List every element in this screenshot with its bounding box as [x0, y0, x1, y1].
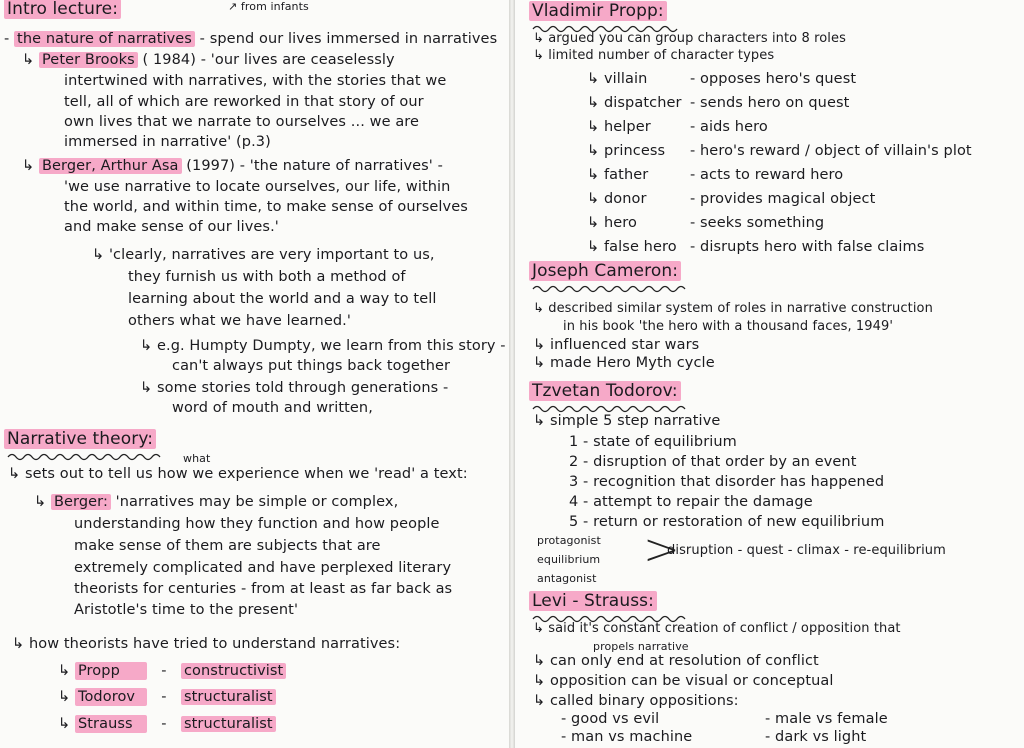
narrative-theory-heading: Narrative theory:	[4, 430, 156, 448]
berger-1997-line-4: and make sense of our lives.'	[64, 219, 279, 235]
berger-quote-line-1: ↳ Berger: 'narratives may be simple or complex,	[34, 494, 399, 510]
opposition-man-machine: - man vs machine	[561, 729, 693, 745]
propp-role-dispatcher: ↳ dispatcher - sends hero on quest	[587, 95, 850, 111]
humpty-line-1: ↳ e.g. Humpty Dumpty, we learn from this story -	[140, 338, 506, 354]
right-notebook-page	[515, 0, 1024, 748]
campbell-heading-underline	[531, 284, 691, 294]
campbell-line-3: ↳ influenced star wars	[533, 337, 700, 353]
brace-equilibrium: equilibrium	[537, 553, 601, 566]
stories-line-2: word of mouth and written,	[172, 400, 373, 416]
brace-antagonist: antagonist	[537, 572, 597, 585]
propp-role-princess: ↳ princess - hero's reward / object of villain's plot	[587, 143, 972, 159]
propp-role-donor: ↳ donor - provides magical object	[587, 191, 876, 207]
sets-out-line: ↳ sets out to tell us how we experience when we 'read' a text:	[8, 466, 468, 482]
berger-quote-line-5: theorists for centuries - from at least as far back as	[74, 581, 453, 597]
clearly-line-4: others what we have learned.'	[128, 313, 351, 329]
berger-1997-line-1: ↳ Berger, Arthur Asa (1997) - 'the nature of narratives' -	[22, 158, 443, 174]
from-infants-note: ↗ from infants	[228, 0, 309, 13]
todorov-heading: Tzvetan Todorov:	[529, 382, 681, 400]
theorist-row-strauss: ↳ Strauss - structuralist	[58, 715, 276, 733]
humpty-line-2: can't always put things back together	[172, 358, 451, 374]
campbell-line-4: ↳ made Hero Myth cycle	[533, 355, 715, 371]
campbell-heading: Joseph Cameron:	[529, 262, 681, 280]
clearly-line-1: ↳ 'clearly, narratives are very important to us,	[92, 247, 435, 263]
berger-quote-line-3: make sense of them are subjects that are	[74, 538, 381, 554]
propp-heading: Vladimir Propp:	[529, 2, 667, 20]
brooks-line-1: ↳ Peter Brooks ( 1984) - 'our lives are ceaselessly	[22, 52, 395, 68]
how-theorists-line: ↳ how theorists have tried to understand narratives:	[12, 636, 401, 652]
propp-role-father: ↳ father - acts to reward hero	[587, 167, 844, 183]
bracket-icon: >	[643, 524, 680, 575]
propp-role-helper: ↳ helper - aids hero	[587, 119, 768, 135]
levi-line-1: ↳ said it's constant creation of conflict / opposition that	[533, 621, 901, 636]
propp-role-hero: ↳ hero - seeks something	[587, 215, 825, 231]
theory-heading-underline	[6, 452, 166, 462]
propp-line-2: ↳ limited number of character types	[533, 48, 775, 63]
berger-1997-line-2: 'we use narrative to locate ourselves, our life, within	[64, 179, 451, 195]
opposition-good-evil: - good vs evil	[561, 711, 660, 727]
nature-of-narratives-line: - the nature of narratives - spend our lives immersed in narratives	[4, 31, 498, 47]
propp-role-villain: ↳ villain - opposes hero's quest	[587, 71, 857, 87]
propp-role-false-hero: ↳ false hero - disrupts hero with false claims	[587, 239, 925, 255]
berger-quote-line-4: extremely complicated and have perplexed literary	[74, 560, 452, 576]
clearly-line-3: learning about the world and a way to tell	[128, 291, 437, 307]
propp-line-1: ↳ argued you can group characters into 8 roles	[533, 31, 846, 46]
berger-quote-line-6: Aristotle's time to the present'	[74, 602, 299, 618]
brooks-line-2: intertwined with narratives, with the stories that we	[64, 73, 447, 89]
todorov-step-5: 5 - return or restoration of new equilibrium	[569, 514, 885, 530]
brooks-line-4: own lives that we narrate to ourselves ... we are	[64, 114, 420, 130]
levi-line-2: ↳ can only end at resolution of conflict	[533, 653, 819, 669]
brace-protagonist: protagonist	[537, 534, 601, 547]
levi-line-1b: propels narrative	[593, 640, 689, 653]
intro-lecture-heading: Intro lecture:	[4, 0, 121, 18]
berger-1997-line-3: the world, and within time, to make sense of ourselves	[64, 199, 468, 215]
todorov-step-3: 3 - recognition that disorder has happened	[569, 474, 885, 490]
todorov-step-1: 1 - state of equilibrium	[569, 434, 737, 450]
opposition-dark-light: - dark vs light	[765, 729, 867, 745]
levi-line-4: ↳ called binary oppositions:	[533, 693, 739, 709]
theorist-row-propp: ↳ Propp - constructivist	[58, 662, 286, 680]
left-notebook-page	[0, 0, 509, 748]
levi-line-3: ↳ opposition can be visual or conceptual	[533, 673, 834, 689]
stories-line-1: ↳ some stories told through generations -	[140, 380, 449, 396]
theorist-row-todorov: ↳ Todorov - structuralist	[58, 688, 276, 706]
todorov-step-4: 4 - attempt to repair the damage	[569, 494, 813, 510]
clearly-line-2: they furnish us with both a method of	[128, 269, 406, 285]
todorov-intro: ↳ simple 5 step narrative	[533, 413, 721, 429]
levi-strauss-heading: Levi - Strauss:	[529, 592, 657, 610]
brooks-line-5: immersed in narrative' (p.3)	[64, 134, 271, 150]
todorov-step-2: 2 - disruption of that order by an event	[569, 454, 857, 470]
narrative-arc-line: disruption - quest - climax - re-equilibrium	[667, 543, 946, 558]
opposition-male-female: - male vs female	[765, 711, 888, 727]
campbell-line-1: ↳ described similar system of roles in narrative construction	[533, 301, 933, 316]
brooks-line-3: tell, all of which are reworked in that story of our	[64, 94, 424, 110]
berger-quote-line-2: understanding how they function and how people	[74, 516, 440, 532]
campbell-line-2: in his book 'the hero with a thousand faces, 1949'	[563, 319, 894, 334]
what-insertion: what	[183, 452, 211, 465]
